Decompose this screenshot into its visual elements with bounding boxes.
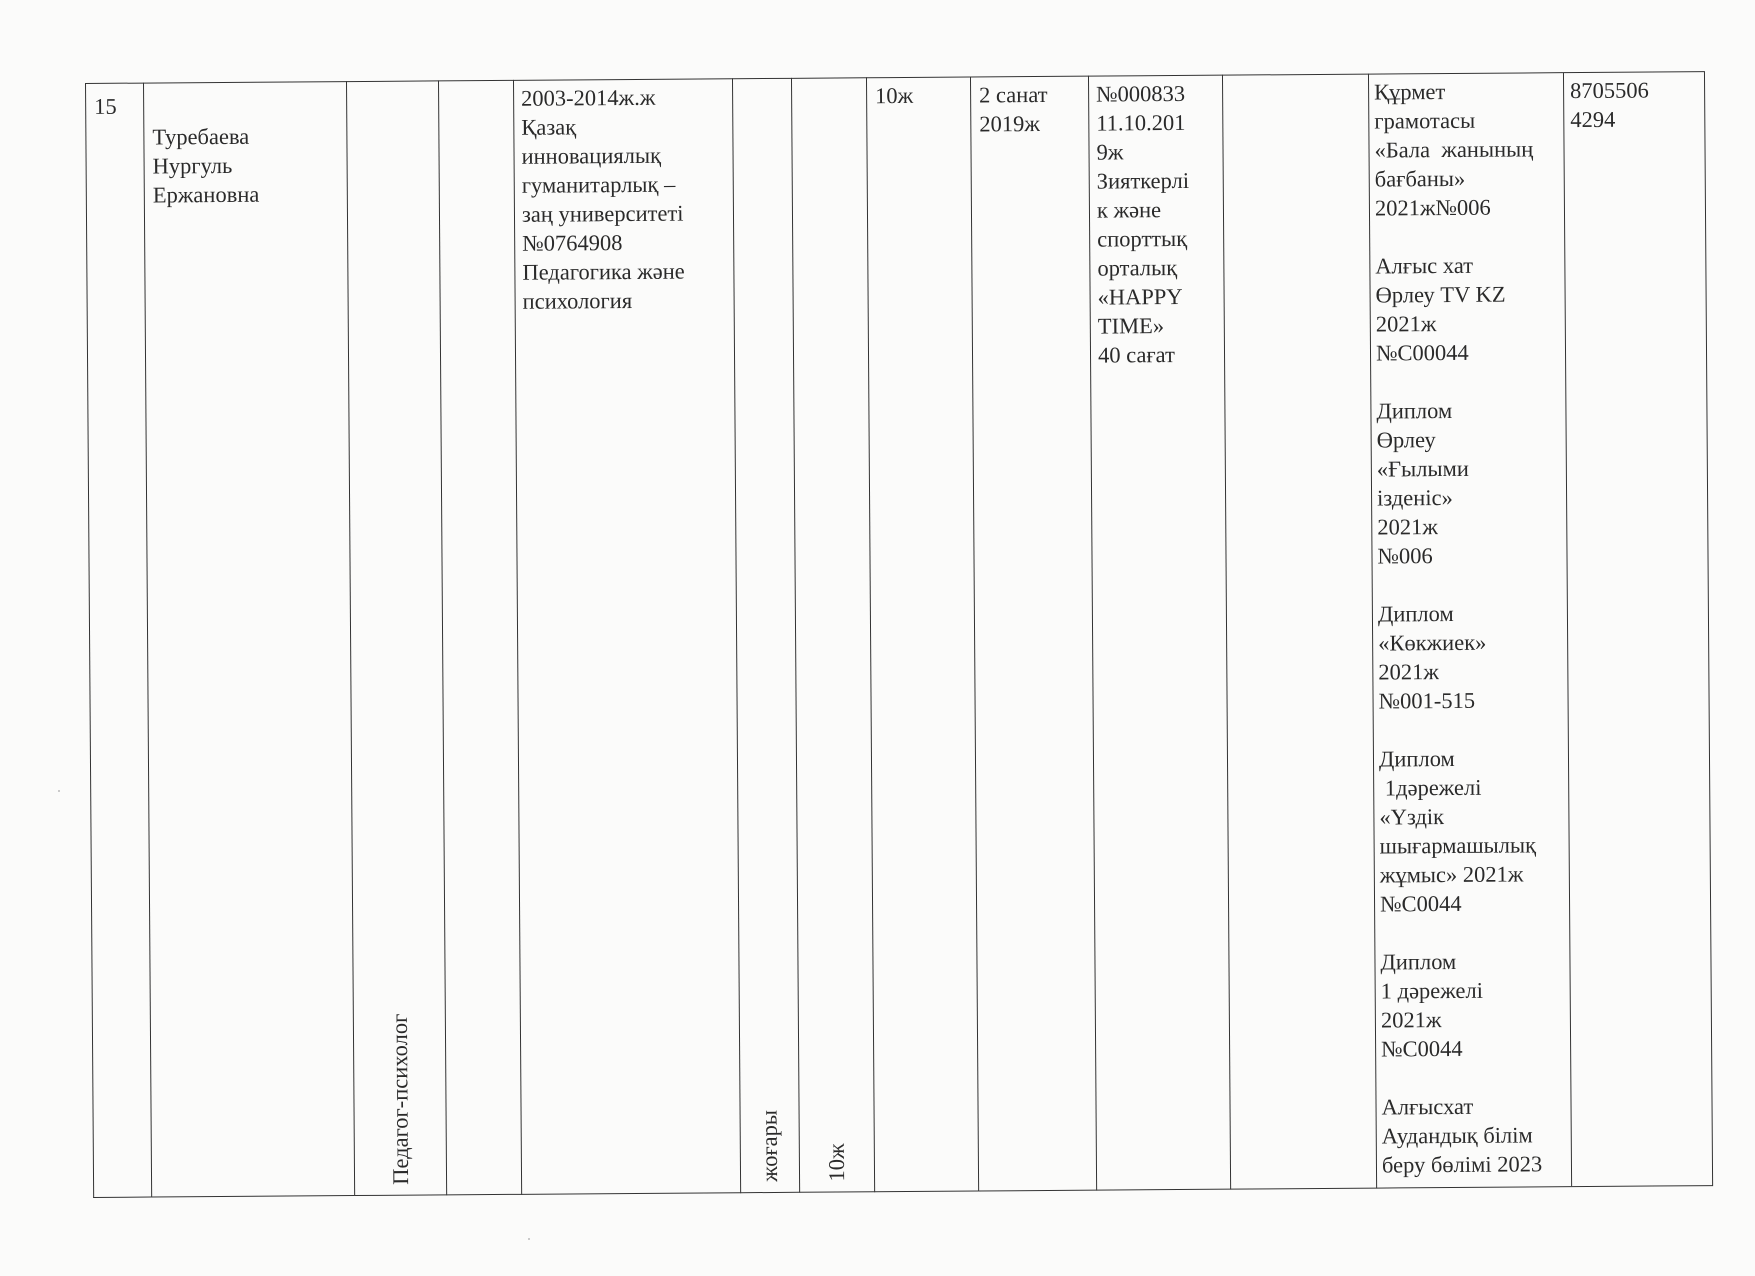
col-education-level	[732, 78, 799, 1193]
education-level: жоғары	[756, 1110, 783, 1183]
col-empty-1	[438, 80, 521, 1196]
category: 2 санат 2019ж	[979, 81, 1048, 137]
col-courses	[1088, 75, 1230, 1191]
col-empty-2	[1222, 74, 1376, 1190]
staff-table	[85, 71, 1713, 1198]
col-phone	[1563, 71, 1713, 1187]
col-pedagogical-experience	[791, 77, 874, 1193]
row-number: 15	[94, 93, 117, 119]
position: Педагог-психолог	[386, 1013, 413, 1185]
col-awards	[1368, 72, 1571, 1188]
col-category	[970, 76, 1096, 1192]
awards: Құрмет грамотасы «Бала жанының бағбаны» 2021ж№006 Алғыс хат Өрлеу TV KZ 2021ж №С00044 Диплом Өрлеу «Ғылыми ізденіс» 2021ж №006 Диплом «Көкжиек» 2021ж №001-515 Диплом 1дәрежелі «Үздік шығармашылық жұмыс» 2021ж №С0044 Диплом 1 дәрежелі 2021ж №С0044 Алғысхат Аудандық білім беру бөлімі 2023	[1374, 79, 1543, 1178]
full-name: Туребаева Нургуль Ержановна	[152, 123, 260, 208]
scan-speck	[58, 790, 60, 792]
total-experience: 10ж	[875, 82, 914, 109]
col-education	[513, 78, 740, 1195]
scan-speck	[528, 1238, 530, 1240]
courses: №000833 11.10.201 9ж Зияткерлі к және спорттық орталық «HAPPY TIME» 40 сағат	[1096, 80, 1190, 368]
col-position	[346, 80, 446, 1196]
phone: 8705506 4294	[1570, 77, 1649, 133]
education: 2003-2014ж.ж Қазақ инновациялық гуманитарлық – заң университеті №0764908 Педагогика және психология	[521, 84, 685, 314]
col-total-experience	[866, 77, 978, 1193]
pedagogical-experience: 10ж	[823, 1143, 850, 1182]
col-full-name	[143, 81, 354, 1197]
col-number	[85, 83, 151, 1198]
